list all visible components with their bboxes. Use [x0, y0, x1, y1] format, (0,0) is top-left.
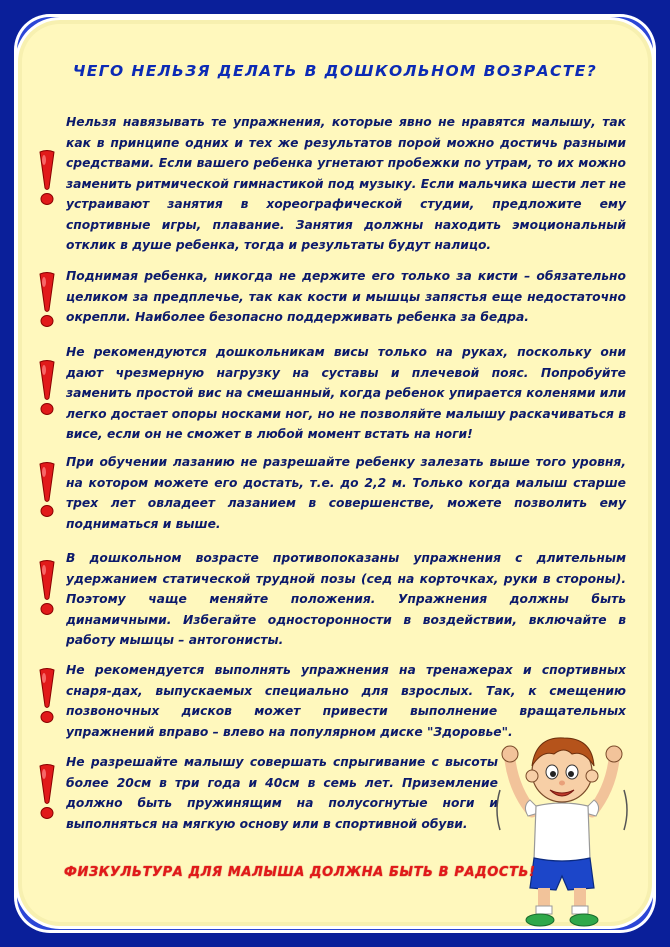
rule-item-2: Поднимая ребенка, никогда не держите его только за кисти – обязательно целиком за предплечье, так как кости и мышцы запястья еще недостаточно окрепли. Наиболее безопасно поддерживать ребенка за бедра.: [66, 269, 626, 324]
exclamation-icon: [36, 272, 58, 328]
rule-item-4: При обучении лазанию не разрешайте ребенку залезать выше того уровня, на котором можете его достать, т.е. до 2,2 м. Только когда малыш старше трех лет овладеет лазанием в совершенстве, можете позволить ему подниматься и выше.: [66, 455, 626, 531]
exclamation-icon: [36, 560, 58, 616]
rule-item-1: Нельзя навязывать те упражнения, которые явно не нравятся малышу, так как в принципе одних и тех же результатов порой можно достичь разными средствами. Если вашего ребенка угнетают пробежки по утрам, то их можно заменить ритмической гимнастикой под музыку. Если мальчика шести лет не устраивают занятия в хореографической студии, предложите ему спортивные игры, плавание. Занятия должны находить эмоциональный отклик в душе ребенка, тогда и результаты будут налицо.: [66, 115, 626, 252]
rule-item-6: Не рекомендуется выполнять упражнения на тренажерах и спортивных снаря-дах, выпускаемых специально для взрослых. Так, к смещению позвоночных дисков может привести выполнение вращательных упражнений вправо – влево на популярном диске "Здоровье".: [66, 663, 626, 739]
rule-item-5: В дошкольном возрасте противопоказаны упражнения с длительным удержанием статической трудной позы (сед на корточках, руки в стороны). Поэтому чаще меняйте положения. Упражнения должны быть динамичными. Избегайте односторонности в воздействии, включайте в работу мышцы – антогонисты.: [66, 551, 626, 647]
boy-exercising-illustration: [492, 720, 632, 930]
rule-item-7: Не разрешайте малышу совершать спрыгивание с высоты более 20см в три года и 40см в семь лет. Приземление должно быть пружинящим на полусогнутые ноги и выполняться на мягкую основу или в спортивной обуви.: [66, 755, 498, 831]
exclamation-icon: [36, 360, 58, 416]
rule-item-3: Не рекомендуются дошкольникам висы только на руках, поскольку они дают чрезмерную нагрузку на суставы и плечевой пояс. Попробуйте заменить простой вис на смешанный, когда ребенок упирается коленями или легко достает опоры носками ног, но не позволяйте малышу раскачиваться в висе, если он не сможет в любой момент встать на ноги!: [66, 345, 626, 441]
exclamation-icon: [36, 150, 58, 206]
footer-slogan: ФИЗКУЛЬТУРА ДЛЯ МАЛЫША ДОЛЖНА БЫТЬ В РАДОСТЬ!: [64, 865, 536, 880]
exclamation-icon: [36, 462, 58, 518]
exclamation-icon: [36, 764, 58, 820]
exclamation-icon: [36, 668, 58, 724]
page-title: ЧЕГО НЕЛЬЗЯ ДЕЛАТЬ В ДОШКОЛЬНОМ ВОЗРАСТЕ?: [72, 62, 598, 80]
